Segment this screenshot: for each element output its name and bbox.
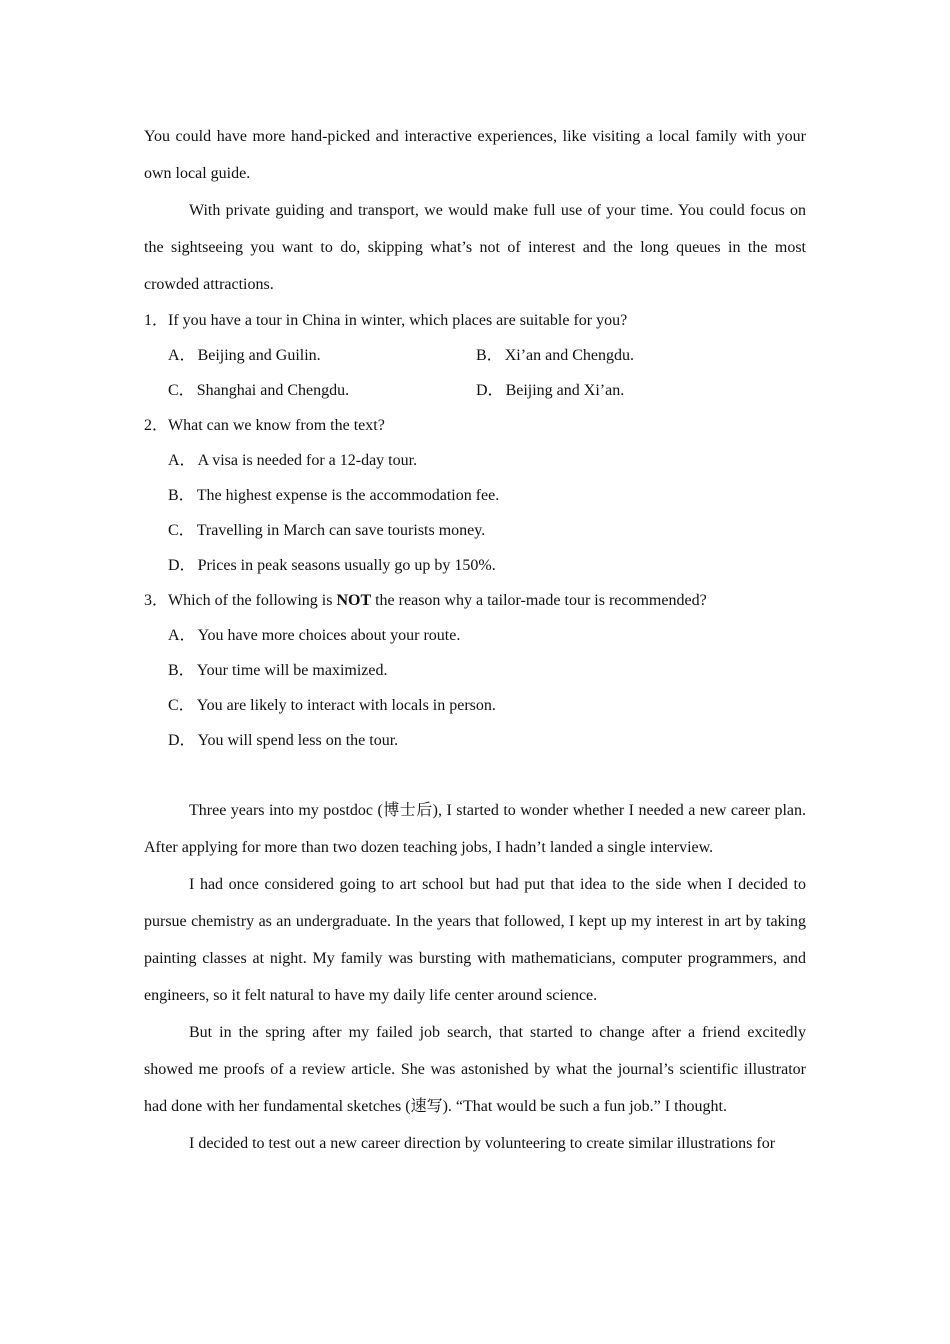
question-1-stem [144, 303, 806, 338]
question-1-options [144, 338, 806, 408]
option-letter: D． [476, 382, 504, 399]
option-text: Your time will be maximized. [196, 662, 388, 679]
document-page [144, 118, 806, 1162]
option-letter: B． [168, 662, 195, 679]
option-b [476, 338, 784, 373]
option-letter: A． [168, 452, 196, 469]
question-2-stem [144, 408, 806, 443]
question-2-options [144, 443, 806, 583]
question-text-emphasis: NOT [336, 592, 372, 609]
option-letter: A． [168, 627, 196, 644]
option-d [168, 548, 806, 583]
option-letter: D． [168, 557, 196, 574]
question-3-options [144, 618, 806, 758]
option-b [168, 478, 806, 513]
option-text: A visa is needed for a 12-day tour. [197, 452, 418, 469]
question-3-stem [144, 583, 806, 618]
option-letter: C． [168, 697, 195, 714]
section-gap [144, 758, 806, 792]
option-text: Beijing and Guilin. [197, 347, 321, 364]
question-text-after: the reason why a tailor-made tour is recommended? [371, 592, 707, 609]
question-text: What can we know from the text? [168, 417, 385, 434]
option-text: The highest expense is the accommodation fee. [196, 487, 500, 504]
question-text: If you have a tour in China in winter, which places are suitable for you? [168, 312, 628, 329]
option-b [168, 653, 806, 688]
option-row [168, 338, 806, 373]
passage1-paragraph-2: With private guiding and transport, we would make full use of your time. You could focus on the sightseeing you want to do, skipping what’s not of interest and the long queues in the most crowded attractions. [144, 202, 806, 293]
question-text-before: Which of the following is [168, 592, 337, 609]
option-text: Prices in peak seasons usually go up by 150%. [197, 557, 496, 574]
option-letter: D． [168, 732, 196, 749]
option-a [168, 338, 476, 373]
option-letter: B． [476, 347, 503, 364]
option-text: Beijing and Xi’an. [505, 382, 625, 399]
question-number: 3． [144, 592, 169, 609]
option-c [168, 513, 806, 548]
question-number: 1． [144, 312, 169, 329]
option-c [168, 688, 806, 723]
option-letter: B． [168, 487, 195, 504]
option-a [168, 618, 806, 653]
passage2-paragraph-2: I had once considered going to art school but had put that idea to the side when I decided to pursue chemistry as an undergraduate. In the years that followed, I kept up my interest in art by taking painting classes at night. My family was bursting with mathematicians, computer programmers, and engineers, so it felt natural to have my daily life center around science. [144, 876, 806, 1004]
question-2 [144, 408, 806, 583]
passage1-paragraph-1: You could have more hand-picked and interactive experiences, like visiting a local family with your own local guide. [144, 128, 806, 182]
question-1 [144, 303, 806, 408]
option-text: You will spend less on the tour. [197, 732, 399, 749]
question-3 [144, 583, 806, 758]
option-text: Xi’an and Chengdu. [504, 347, 634, 364]
option-letter: A． [168, 347, 196, 364]
option-d [476, 373, 784, 408]
option-text: Shanghai and Chengdu. [196, 382, 350, 399]
option-letter: C． [168, 382, 195, 399]
option-a [168, 443, 806, 478]
passage2-paragraph-3: But in the spring after my failed job search, that started to change after a friend excitedly showed me proofs of a review article. She was astonished by what the journal’s scientific illustrator had done with her fundamental sketches (速写). “That would be such a fun job.” I thought. [144, 1024, 806, 1115]
option-text: Travelling in March can save tourists money. [196, 522, 486, 539]
passage2-paragraph-4: I decided to test out a new career direction by volunteering to create similar illustrations for [189, 1135, 776, 1152]
option-c [168, 373, 476, 408]
question-number: 2． [144, 417, 169, 434]
option-row [168, 373, 806, 408]
passage2-paragraph-1: Three years into my postdoc (博士后), I started to wonder whether I needed a new career plan. After applying for more than two dozen teaching jobs, I hadn’t landed a single interview. [144, 802, 806, 856]
option-d [168, 723, 806, 758]
option-text: You are likely to interact with locals in person. [196, 697, 496, 714]
option-text: You have more choices about your route. [197, 627, 461, 644]
option-letter: C． [168, 522, 195, 539]
